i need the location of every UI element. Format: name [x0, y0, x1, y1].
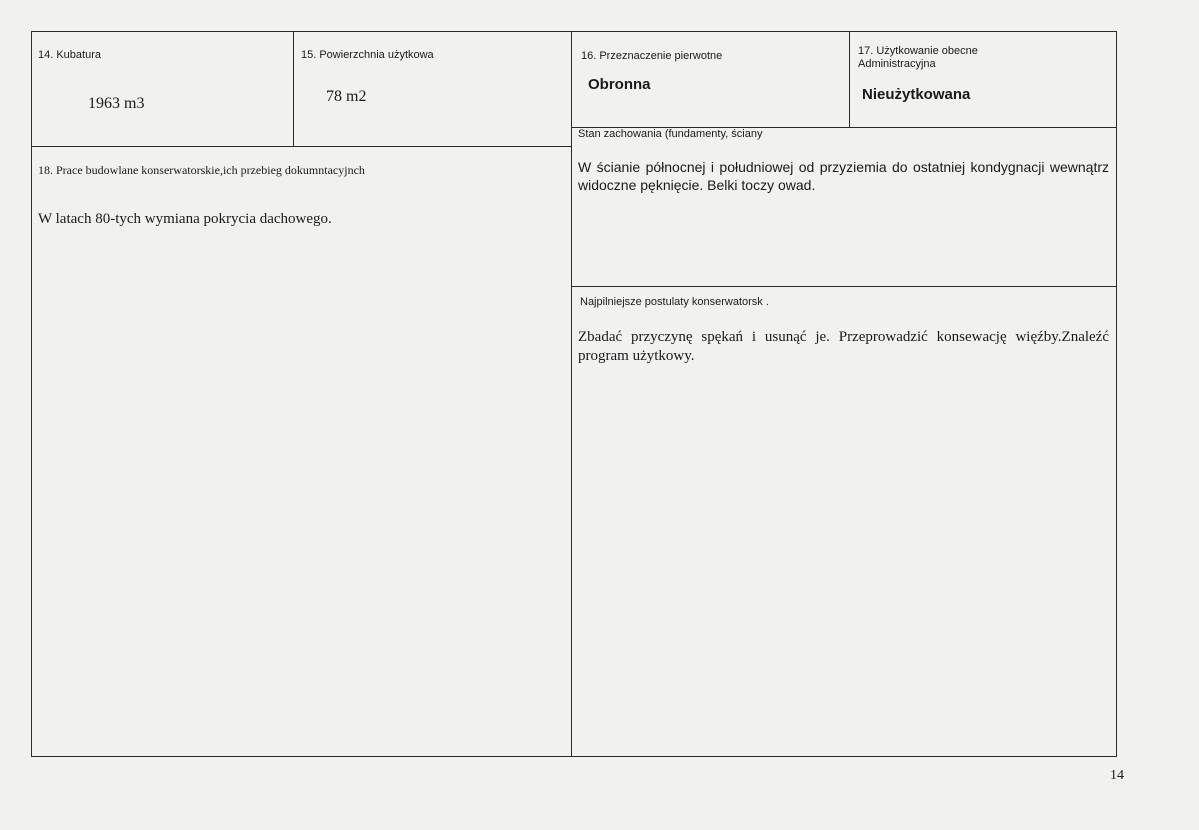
- postulaty-text: Zbadać przyczynę spękań i usunąć je. Przeprowadzić konsewację więźby.Znaleźć program użytkowy.: [578, 329, 1109, 364]
- uzytkowanie-sublabel: Administracyjna: [858, 58, 936, 70]
- cell-prace: [31, 146, 572, 757]
- page-number: 14: [1110, 768, 1124, 783]
- prace-text: W latach 80-tych wymiana pokrycia dachowego.: [38, 211, 332, 227]
- przeznaczenie-value: Obronna: [588, 76, 651, 93]
- uzytkowanie-value: Nieużytkowana: [862, 86, 971, 103]
- uzytkowanie-label: 17. Użytkowanie obecne: [858, 45, 978, 57]
- kubatura-value: 1963 m3: [88, 95, 145, 112]
- cell-stan: [571, 127, 1117, 287]
- prace-label: 18. Prace budowlane konserwatorskie,ich przebieg dokumntacyjnch: [38, 163, 365, 177]
- postulaty-label: Najpilniejsze postulaty konserwatorsk .: [580, 296, 769, 308]
- kubatura-label: 14. Kubatura: [38, 49, 101, 61]
- powierzchnia-label: 15. Powierzchnia użytkowa: [301, 49, 434, 61]
- stan-label: Stan zachowania (fundamenty, ściany: [578, 128, 763, 140]
- powierzchnia-value: 78 m2: [326, 88, 367, 105]
- stan-text: W ścianie północnej i południowej od przyziemia do ostatniej kondygnacji wewnątrz widoczne pęknięcie. Belki toczy owad.: [578, 159, 1109, 193]
- przeznaczenie-label: 16. Przeznaczenie pierwotne: [581, 50, 723, 62]
